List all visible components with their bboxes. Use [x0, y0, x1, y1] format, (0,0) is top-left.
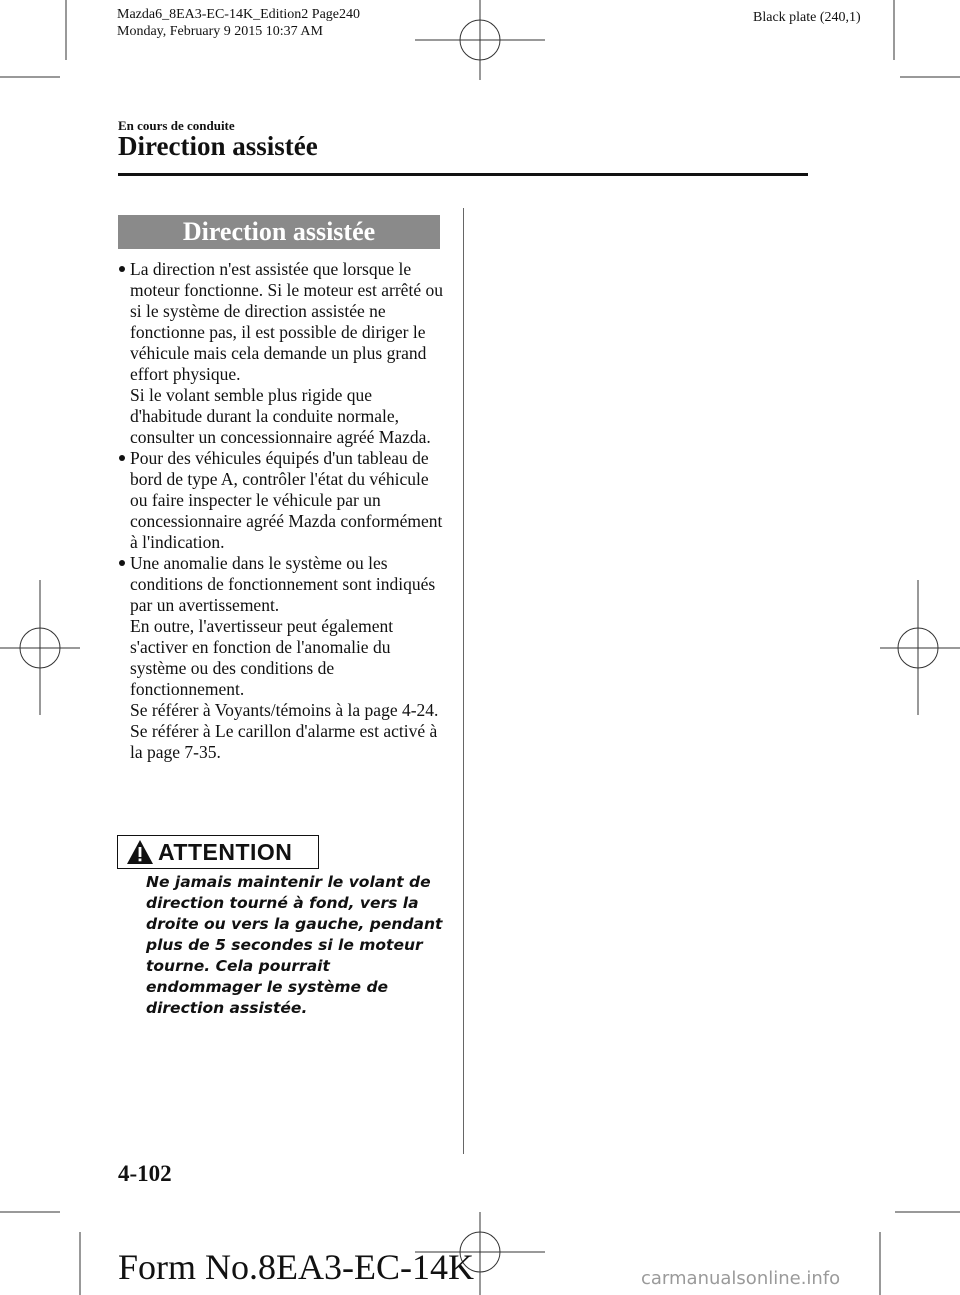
paragraph: La direction n'est assistée que lorsque le moteur fonctionne. Si le moteur est arrêté ou si le système de direction assistée ne fonctionne pas, il est possible de diriger le véhicule mais cela demande un plus grand effort physique.: [130, 259, 443, 384]
page-number: 4-102: [118, 1161, 172, 1186]
attention-text: Ne jamais maintenir le volant de direction tourné à fond, vers la droite ou vers la gauche, pendant plus de 5 secondes si le moteur tourne. Cela pourrait endommager le système de direction assistée.: [146, 873, 443, 1017]
column-divider: [463, 208, 464, 1154]
watermark: carmanualsonline.info: [641, 1268, 841, 1289]
section-label: En cours de conduite: [118, 118, 235, 133]
attention-header: [117, 835, 319, 869]
paragraph: Si le volant semble plus rigide que d'habitude durant la conduite normale, consulter un concessionnaire agréé Mazda.: [130, 385, 431, 447]
page-title: Direction assistée: [118, 131, 318, 161]
bullet-icon: [119, 266, 125, 272]
form-number: Form No.8EA3-EC-14K: [118, 1247, 474, 1287]
slug-line-2: Monday, February 9 2015 10:37 AM: [117, 24, 323, 39]
bullet-icon: [119, 455, 125, 461]
paragraph: Une anomalie dans le système ou les conditions de fonctionnement sont indiqués par un avertissement.: [130, 553, 436, 615]
paragraph: Pour des véhicules équipés d'un tableau de bord de type A, contrôler l'état du véhicule ou faire inspecter le véhicule par un concessionnaire agréé Mazda conformément à l'indication.: [130, 448, 443, 552]
plate-label: Black plate (240,1): [753, 10, 861, 25]
paragraph: Se référer à Le carillon d'alarme est activé à la page 7-35.: [130, 721, 438, 762]
slug-line-1: Mazda6_8EA3-EC-14K_Edition2 Page240: [117, 7, 361, 22]
section-banner: Direction assistée: [118, 215, 440, 249]
list-item: [118, 448, 448, 553]
print-slug: [117, 6, 360, 40]
list-item: [118, 259, 448, 448]
attention-label: ATTENTION: [158, 839, 293, 865]
list-item: [118, 553, 448, 763]
paragraph: En outre, l'avertisseur peut également s'activer en fonction de l'anomalie du système ou des conditions de fonctionnement.: [130, 616, 394, 699]
title-rule: [118, 173, 808, 176]
bullet-list: [118, 259, 448, 763]
bullet-icon: [119, 560, 125, 566]
paragraph: Se référer à Voyants/témoins à la page 4-24.: [130, 700, 439, 720]
warning-triangle-icon: [126, 839, 154, 865]
